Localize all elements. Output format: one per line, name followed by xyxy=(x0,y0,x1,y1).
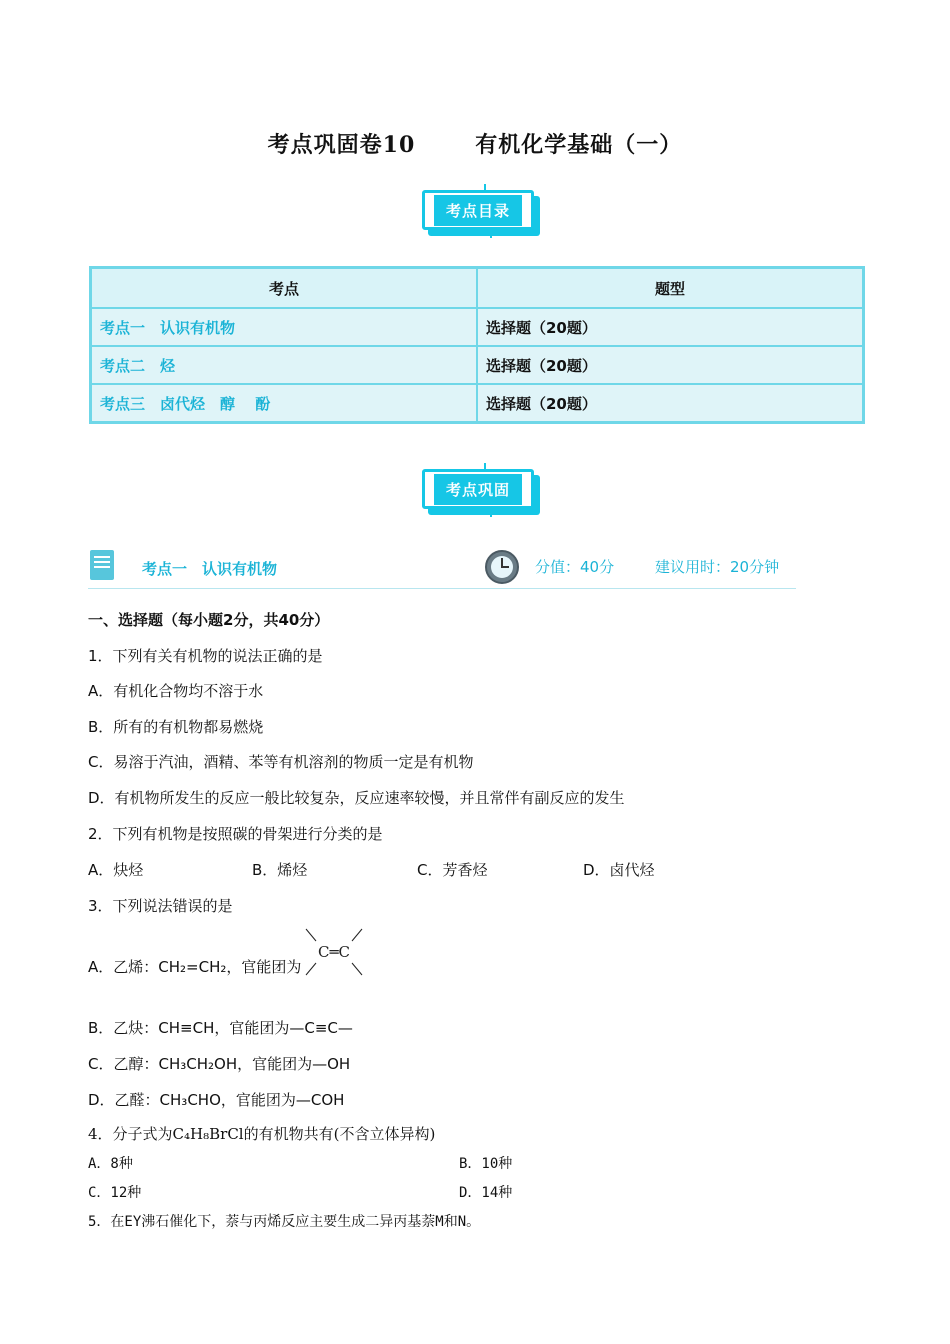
option-a: A．炔烃 xyxy=(88,861,144,879)
score-text: 分值：40分 xyxy=(535,558,615,576)
section-header xyxy=(88,548,796,589)
option-d: D．有机物所发生的反应一般比较复杂，反应速率较慢，并且常伴有副反应的发生 xyxy=(88,789,625,807)
practice-badge xyxy=(422,469,534,509)
section-title: 考点一 认识有机物 xyxy=(142,560,278,578)
notepad-icon xyxy=(90,550,114,580)
option-b: B．所有的有机物都易燃烧 xyxy=(88,718,264,736)
type-cell: 选择题（20题） xyxy=(477,308,864,346)
table-row xyxy=(91,384,864,423)
page-title xyxy=(0,128,950,159)
topic-table xyxy=(89,266,865,424)
option-d: D．卤代烃 xyxy=(583,861,655,879)
alkene-group-diagram xyxy=(302,927,366,977)
part-heading: 一、选择题（每小题2分，共40分） xyxy=(88,611,330,629)
title-right: 有机化学基础（一） xyxy=(475,132,683,158)
table-header: 题型 xyxy=(477,268,864,309)
table-header: 考点 xyxy=(91,268,478,309)
option-c: C．芳香烃 xyxy=(417,861,488,879)
question-stem: 2．下列有机物是按照碳的骨架进行分类的是 xyxy=(88,825,383,843)
clock-icon xyxy=(485,550,519,584)
option-d: D．乙醛：CH₃CHO，官能团为—COH xyxy=(88,1091,345,1109)
option-a: A．8种 xyxy=(88,1156,133,1172)
table-row xyxy=(91,308,864,346)
option-d: D．14种 xyxy=(459,1185,513,1201)
table-row xyxy=(91,346,864,384)
question-stem: 1．下列有关有机物的说法正确的是 xyxy=(88,647,323,665)
practice-badge-label: 考点巩固 xyxy=(434,474,522,505)
option-c: C．乙醇：CH₃CH₂OH，官能团为—OH xyxy=(88,1055,351,1073)
alkene-group-text: C═C xyxy=(318,943,350,961)
option-a: A．乙烯：CH₂=CH₂，官能团为 xyxy=(88,958,302,976)
title-left: 考点巩固卷10 xyxy=(267,132,416,158)
topic-cell: 考点二 烃 xyxy=(91,346,478,384)
question-stem: 4．分子式为C₄H₈BrCl的有机物共有(不含立体异构) xyxy=(88,1125,436,1143)
option-a: A．有机化合物均不溶于水 xyxy=(88,682,264,700)
option-b: B．乙炔：CH≡CH，官能团为—C≡C— xyxy=(88,1019,353,1037)
option-b: B．10种 xyxy=(459,1156,513,1172)
question-stem: 5．在EY沸石催化下，萘与丙烯反应主要生成二异丙基萘M和N。 xyxy=(88,1214,481,1230)
time-text: 建议用时：20分钟 xyxy=(655,558,780,576)
topic-cell: 考点一 认识有机物 xyxy=(91,308,478,346)
question-stem: 3．下列说法错误的是 xyxy=(88,897,233,915)
toc-badge-label: 考点目录 xyxy=(434,195,522,226)
table-header-row xyxy=(91,268,864,309)
option-b: B．烯烃 xyxy=(252,861,308,879)
option-c: C．12种 xyxy=(88,1185,142,1201)
option-c: C．易溶于汽油，酒精、苯等有机溶剂的物质一定是有机物 xyxy=(88,753,474,771)
topic-cell: 考点三 卤代烃 醇 酚 xyxy=(91,384,478,423)
toc-badge xyxy=(422,190,534,230)
type-cell: 选择题（20题） xyxy=(477,384,864,423)
type-cell: 选择题（20题） xyxy=(477,346,864,384)
